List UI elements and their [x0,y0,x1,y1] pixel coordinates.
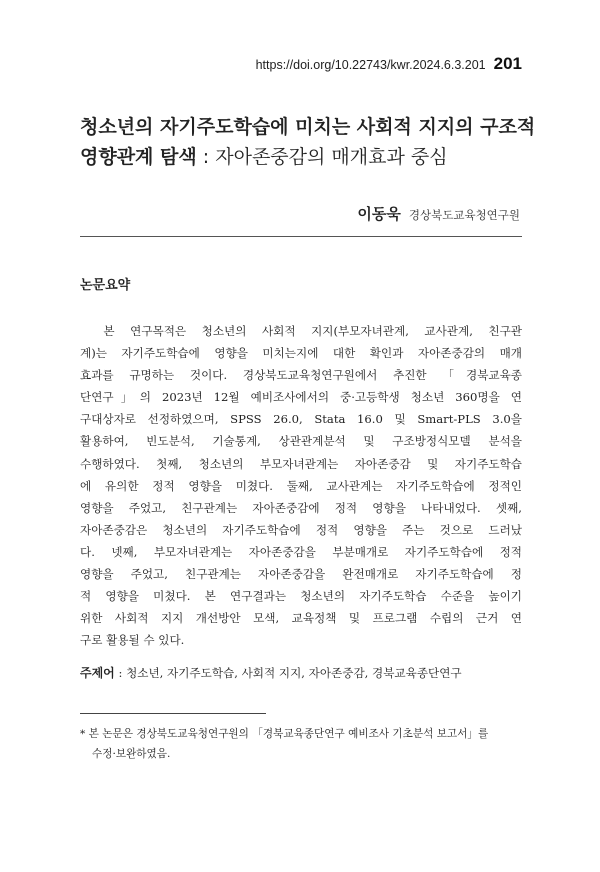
abstract-line: 영향을 주었고, 친구관계는 자아존중감을 완전매개로 자기주도학습에 정 [80,567,522,582]
footnote [80,724,530,764]
footnote-line-2: 수정·보완하였음. [92,748,171,760]
abstract-line: 구대상자로 선정하였으며, SPSS 26.0, Stata 16.0 및 Smart-PLS 3.0을 [80,412,522,427]
abstract-line: 영향을 주었고, 친구관계는 자아존중감에 정적 영향을 나타내었다. 셋째, [80,500,522,515]
keywords [80,664,522,681]
keywords-separator: : [114,666,127,680]
abstract-line: 효과를 규명하는 것이다. 경상북도교육청연구원에서 추진한 「경북교육종 [80,368,522,383]
title-divider [80,236,522,237]
doi-link[interactable]: https://doi.org/10.22743/kwr.2024.6.3.201 [255,58,486,72]
author-block [357,203,520,224]
abstract-line: 구로 활용될 수 있다. [80,633,185,648]
abstract-line: 위한 사회적 지지 개선방안 모색, 교육정책 및 프로그램 수립의 근거 연 [80,611,522,626]
title-line-1: 청소년의 자기주도학습에 미치는 사회적 지지의 구조적 [80,116,536,138]
keywords-label: 주제어 [80,666,115,680]
title-line-2 [80,142,540,172]
author-name: 이동욱 [357,205,401,223]
abstract-line: 활용하여, 빈도분석, 기술통계, 상관관계분석 및 구조방정식모델 분석을 [80,434,522,449]
page-number: 201 [493,54,522,73]
abstract-line: 적 영향을 미쳤다. 본 연구결과는 청소년의 자기주도학습 수준을 높이기 [80,589,522,604]
title-subtitle: : 자아존중감의 매개효과 중심 [196,146,448,168]
abstract-heading: 논문요약 [80,278,131,293]
keywords-text: 청소년, 자기주도학습, 사회적 지지, 자아존중감, 경북교육종단연구 [126,666,462,680]
abstract-line: 본 연구목적은 청소년의 사회적 지지(부모자녀관계, 교사관계, 친구관 [80,324,522,338]
footnote-divider [80,713,266,714]
footnote-line-1: * 본 논문은 경상북도교육청연구원의 「경북교육종단연구 예비조사 기초분석 보고서」를 [80,728,489,740]
paper-title [80,112,540,172]
abstract-line: 다. 넷째, 부모자녀관계는 자아존중감을 부분매개로 자기주도학습에 정적 [80,544,522,559]
abstract-body [80,320,522,651]
abstract-line: 수행하였다. 첫째, 청소년의 부모자녀관계는 자아존중감 및 자기주도학습 [80,456,522,471]
title-main-part: 영향관계 탐색 [80,146,197,168]
abstract-line: 계)는 자기주도학습에 영향을 미치는지에 대한 확인과 자아존중감의 매개 [80,346,522,361]
abstract-line: 단연구」의 2023년 12월 예비조사에서의 중·고등학생 청소년 360명을 연 [80,390,522,405]
abstract-line: 자아존중감은 청소년의 자기주도학습에 정적 영향을 주는 것으로 드러났 [80,522,522,537]
abstract-line: 에 유의한 정적 영향을 미쳤다. 둘째, 교사관계는 자기주도학습에 정적인 [80,478,522,493]
running-header [256,54,522,74]
author-affiliation: 경상북도교육청연구원 [408,208,520,222]
